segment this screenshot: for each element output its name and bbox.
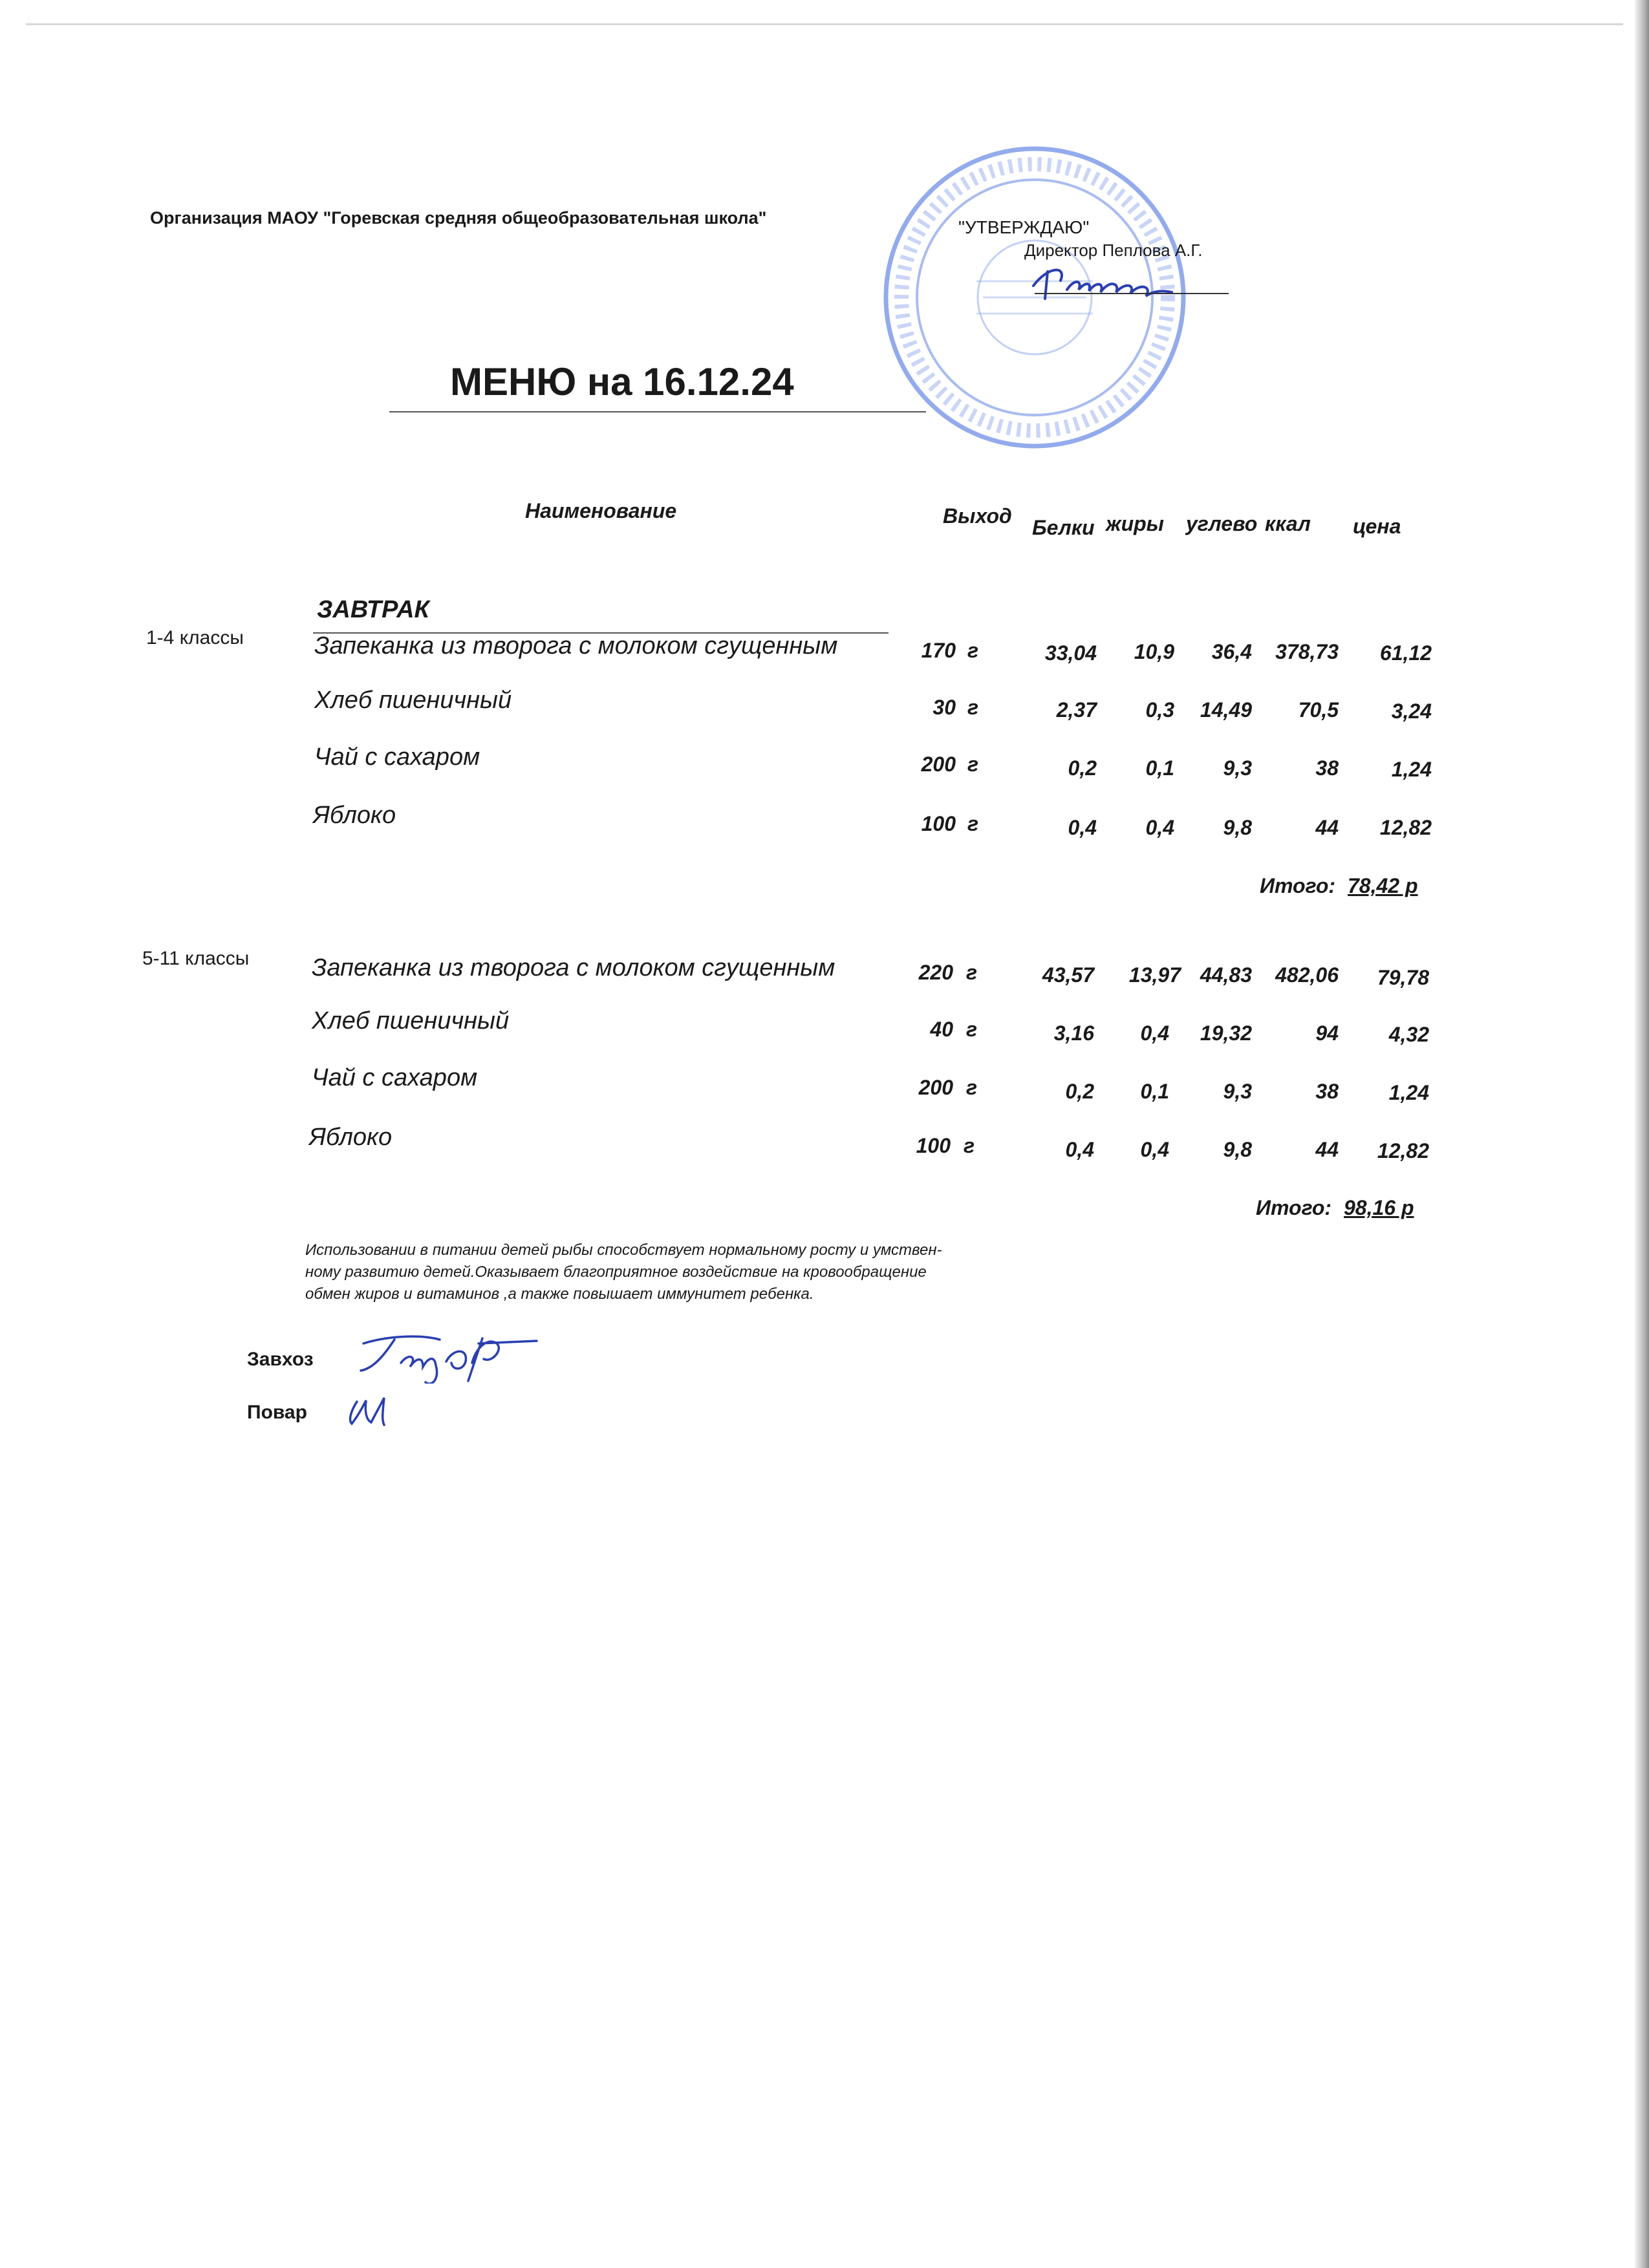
item-name: Чай с сахаром (314, 744, 480, 771)
item-carbs: 9,8 (1223, 1138, 1252, 1161)
item-unit: г (967, 812, 979, 835)
storekeeper-label: Завхоз (247, 1349, 314, 1370)
scan-right-edge (1635, 0, 1649, 2268)
total-value: 78,42 р (1348, 874, 1418, 897)
organization-line: Организация МАОУ "Горевская средняя общеобразовательная школа" (150, 208, 767, 228)
column-header-name: Наименование (525, 499, 677, 522)
item-protein: 0,2 (1065, 1080, 1094, 1103)
item-kcal: 378,73 (1275, 640, 1339, 663)
item-price: 12,82 (1377, 1139, 1429, 1162)
item-carbs: 36,4 (1211, 640, 1252, 663)
title-underline (389, 411, 926, 412)
item-carbs: 14,49 (1200, 698, 1252, 722)
item-kcal: 38 (1315, 1080, 1339, 1103)
director-signature (1022, 261, 1235, 305)
item-protein: 0,4 (1068, 816, 1097, 839)
item-kcal: 70,5 (1298, 698, 1339, 722)
item-price: 1,24 (1388, 1081, 1429, 1104)
total-label: Итого: (1260, 874, 1336, 897)
column-header-price: цена (1353, 515, 1401, 538)
item-qty: 100 (921, 812, 956, 835)
scan-top-edge (26, 23, 1623, 25)
storekeeper-signature (349, 1332, 543, 1384)
item-protein: 2,37 (1056, 698, 1097, 722)
item-kcal: 482,06 (1275, 963, 1339, 987)
item-fat: 0,1 (1140, 1080, 1169, 1103)
item-kcal: 94 (1315, 1022, 1339, 1045)
item-name: Чай с сахаром (312, 1064, 478, 1091)
item-qty: 100 (916, 1134, 951, 1157)
item-unit: г (967, 753, 979, 776)
item-fat: 0,4 (1140, 1022, 1169, 1045)
item-carbs: 9,3 (1223, 756, 1252, 780)
item-kcal: 38 (1315, 756, 1339, 780)
cook-label: Повар (247, 1402, 307, 1423)
item-fat: 0,3 (1145, 698, 1174, 722)
item-unit: г (964, 1134, 975, 1157)
group-label-5-11: 5-11 классы (142, 948, 250, 969)
item-qty: 170 (921, 639, 956, 662)
item-price: 1,24 (1391, 758, 1432, 781)
item-qty: 40 (930, 1018, 953, 1041)
item-qty: 30 (932, 696, 956, 719)
item-fat: 0,4 (1140, 1138, 1169, 1161)
item-unit: г (967, 696, 979, 719)
approval-title: "УТВЕРЖДАЮ" (958, 217, 1090, 237)
item-carbs: 19,32 (1200, 1022, 1252, 1045)
item-fat: 13,97 (1128, 963, 1181, 987)
item-protein: 0,2 (1068, 756, 1097, 780)
item-protein: 43,57 (1042, 963, 1094, 987)
cook-signature (347, 1391, 398, 1430)
note-line: обмен жиров и витаминов ,а также повышает иммунитет ребенка. (305, 1285, 814, 1303)
item-price: 61,12 (1379, 641, 1432, 665)
item-fat: 10,9 (1134, 640, 1174, 663)
item-protein: 3,16 (1053, 1022, 1094, 1045)
item-kcal: 44 (1315, 816, 1339, 839)
column-header-fat: жиры (1106, 512, 1164, 535)
director-line: Директор Пеплова А.Г. (1024, 241, 1203, 260)
item-unit: г (966, 961, 978, 984)
item-protein: 33,04 (1044, 641, 1097, 665)
item-price: 4,32 (1388, 1023, 1429, 1046)
item-name: Яблоко (313, 802, 396, 829)
menu-title: МЕНЮ на 16.12.24 (450, 360, 794, 403)
note-line: ному развитию детей.Оказывает благоприятное воздействие на кровообращение (305, 1263, 927, 1281)
item-name: Запеканка из творога с молоком сгущенным (312, 954, 835, 981)
item-name: Запеканка из творога с молоком сгущенным (314, 632, 838, 659)
total-value: 98,16 р (1344, 1196, 1414, 1219)
item-price: 79,78 (1377, 966, 1429, 989)
item-unit: г (967, 639, 979, 662)
item-name: Хлеб пшеничный (312, 1007, 510, 1034)
item-unit: г (966, 1018, 978, 1041)
item-price: 3,24 (1391, 700, 1432, 723)
group-label-1-4: 1-4 классы (146, 627, 244, 648)
item-carbs: 9,8 (1223, 816, 1252, 839)
meal-title: ЗАВТРАК (317, 596, 429, 623)
column-header-kcal: ккал (1265, 512, 1311, 535)
item-fat: 0,1 (1145, 756, 1174, 780)
item-fat: 0,4 (1145, 816, 1174, 839)
item-name: Хлеб пшеничный (314, 687, 512, 714)
column-header-protein: Белки (1032, 516, 1095, 539)
item-carbs: 9,3 (1223, 1080, 1252, 1103)
item-carbs: 44,83 (1200, 963, 1252, 987)
column-header-output: Выход (943, 504, 1012, 528)
item-price: 12,82 (1379, 816, 1432, 839)
note-line: Использовании в питании детей рыбы способствует нормальному росту и умствен- (305, 1241, 942, 1259)
item-qty: 200 (918, 1076, 953, 1099)
item-unit: г (966, 1076, 978, 1099)
item-qty: 220 (918, 961, 953, 984)
column-header-carbs: углево (1186, 512, 1258, 535)
item-qty: 200 (921, 753, 956, 776)
item-kcal: 44 (1315, 1138, 1339, 1161)
item-name: Яблоко (309, 1124, 393, 1151)
total-label: Итого: (1256, 1196, 1332, 1219)
item-protein: 0,4 (1065, 1138, 1094, 1161)
